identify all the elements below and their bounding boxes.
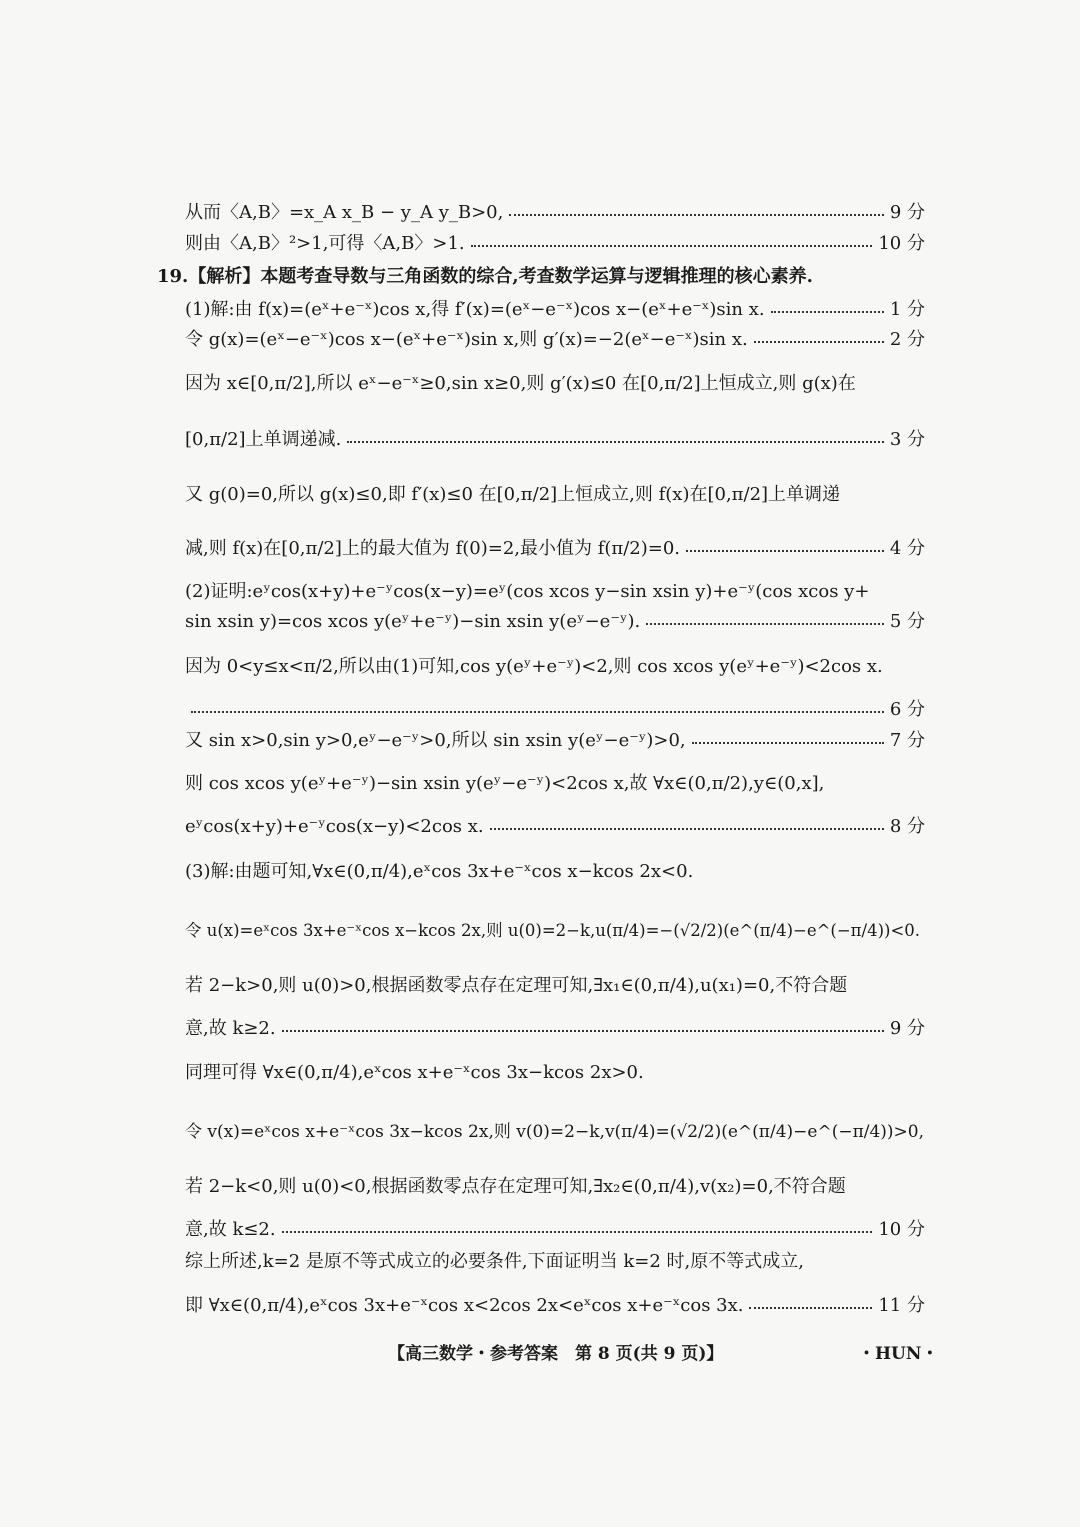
line-text: 意,故 k≥2. [185,1018,276,1039]
line-22 [185,1119,925,1145]
line-6 [185,371,925,397]
dot-leader [771,311,884,313]
score-mark: 2 分 [889,329,925,350]
line-text: 令 g(x)=(eˣ−e⁻ˣ)cos x−(eˣ+e⁻ˣ)sin x,则 g′(x)=−2(eˣ−e⁻ˣ)sin x. [185,329,748,350]
line-25 [185,1249,925,1275]
line-text: 又 sin x>0,sin y>0,eʸ−e⁻ʸ>0,所以 sin xsin y(eʸ−e⁻ʸ)>0, [185,730,686,751]
score-mark: 4 分 [889,538,925,559]
dot-leader [692,742,884,744]
line-text: 又 g(0)=0,所以 g(x)≤0,即 f′(x)≤0 在[0,π/2]上恒成立,则 f(x)在[0,π/2]上单调递 [185,484,841,505]
line-21 [185,1060,925,1086]
line-12 [185,654,925,680]
footer-page-info: 【高三数学・参考答案 第 8 页(共 9 页)】 [388,1344,724,1364]
line-13 [185,697,925,723]
line-20 [185,1016,925,1042]
dot-leader [282,1030,884,1032]
line-text: (1)解:由 f(x)=(eˣ+e⁻ˣ)cos x,得 f′(x)=(eˣ−e⁻ˣ)cos x−(eˣ+e⁻ˣ)sin x. [185,299,765,320]
line-text: 从而〈A,B〉=x_A x_B − y_A y_B>0, [185,202,504,223]
line-5 [185,327,925,353]
line-text: 令 u(x)=eˣcos 3x+e⁻ˣcos x−kcos 2x,则 u(0)=2−k,u(π/4)=−(√2/2)(e^(π/4)−e^(−π/4))<0. [185,921,921,940]
line-text: (3)解:由题可知,∀x∈(0,π/4),eˣcos 3x+e⁻ˣcos x−kcos 2x<0. [185,861,694,882]
dot-leader [471,245,873,247]
line-16 [185,814,925,840]
line-text: 减,则 f(x)在[0,π/2]上的最大值为 f(0)=2,最小值为 f(π/2)=0. [185,538,681,559]
dot-leader [509,214,883,216]
line-text: 因为 0<y≤x<π/2,所以由(1)可知,cos y(eʸ+e⁻ʸ)<2,则 cos xcos y(eʸ+e⁻ʸ)<2cos x. [185,656,883,677]
line-text: 因为 x∈[0,π/2],所以 eˣ−e⁻ˣ≥0,sin x≥0,则 g′(x)≤0 在[0,π/2]上恒成立,则 g(x)在 [185,373,856,394]
line-text: 令 v(x)=eˣcos x+e⁻ˣcos 3x−kcos 2x,则 v(0)=2−k,v(π/4)=(√2/2)(e^(π/4)−e^(−π/4))>0, [185,1122,925,1142]
score-mark: 5 分 [889,611,925,632]
line-14 [185,728,925,754]
line-7 [185,427,925,453]
line-text: 若 2−k<0,则 u(0)<0,根据函数零点存在定理可知,∃x₂∈(0,π/4),v(x₂)=0,不符合题 [185,1176,846,1197]
line-text: [0,π/2]上单调递减. [185,429,342,450]
dot-leader [282,1231,873,1233]
line-text: eʸcos(x+y)+e⁻ʸcos(x−y)<2cos x. [185,816,484,837]
line-text: 则 cos xcos y(eʸ+e⁻ʸ)−sin xsin y(eʸ−e⁻ʸ)<2cos x,故 ∀x∈(0,π/2),y∈(0,x], [185,773,825,794]
line-17 [185,859,925,885]
line-2 [185,231,925,257]
line-11 [185,609,925,635]
score-mark: 6 分 [889,699,925,720]
score-mark: 8 分 [889,816,925,837]
score-mark: 11 分 [878,1295,925,1316]
score-mark: 7 分 [889,730,925,751]
score-mark: 9 分 [889,1018,925,1039]
dot-leader [686,550,884,552]
line-8 [185,482,925,508]
line-text: (2)证明:eʸcos(x+y)+e⁻ʸcos(x−y)=eʸ(cos xcos y−sin xsin y)+e⁻ʸ(cos xcos y+ [185,581,870,602]
line-10 [185,579,925,605]
line-18 [185,918,925,944]
line-1 [185,200,925,226]
line-4 [185,297,925,323]
question-19-heading [157,264,925,290]
line-23 [185,1174,925,1200]
line-19 [185,973,925,999]
score-mark: 1 分 [889,299,925,320]
footer-region-code: ・HUN・ [858,1344,939,1364]
dot-leader [191,711,884,713]
line-text: 若 2−k>0,则 u(0)>0,根据函数零点存在定理可知,∃x₁∈(0,π/4),u(x₁)=0,不符合题 [185,975,848,996]
line-24 [185,1217,925,1243]
dot-leader [749,1307,872,1309]
line-text: 则由〈A,B〉²>1,可得〈A,B〉>1. [185,233,465,254]
line-text: 意,故 k≤2. [185,1219,276,1240]
line-text: 同理可得 ∀x∈(0,π/4),eˣcos x+e⁻ˣcos 3x−kcos 2x>0. [185,1062,644,1083]
score-mark: 3 分 [889,429,925,450]
dot-leader [490,828,884,830]
score-mark: 10 分 [878,1219,925,1240]
dot-leader [347,441,884,443]
line-text: 即 ∀x∈(0,π/4),eˣcos 3x+e⁻ˣcos x<2cos 2x<eˣcos x+e⁻ˣcos 3x. [185,1295,744,1316]
line-15 [185,771,925,797]
line-text: sin xsin y)=cos xcos y(eʸ+e⁻ʸ)−sin xsin y(eʸ−e⁻ʸ). [185,611,641,632]
score-mark: 10 分 [878,233,925,254]
line-text: 综上所述,k=2 是原不等式成立的必要条件,下面证明当 k=2 时,原不等式成立, [185,1251,804,1272]
line-text: 19.【解析】本题考查导数与三角函数的综合,考查数学运算与逻辑推理的核心素养. [157,266,813,287]
score-mark: 9 分 [889,202,925,223]
line-9 [185,536,925,562]
line-26 [185,1293,925,1319]
dot-leader [754,341,884,343]
dot-leader [646,623,884,625]
